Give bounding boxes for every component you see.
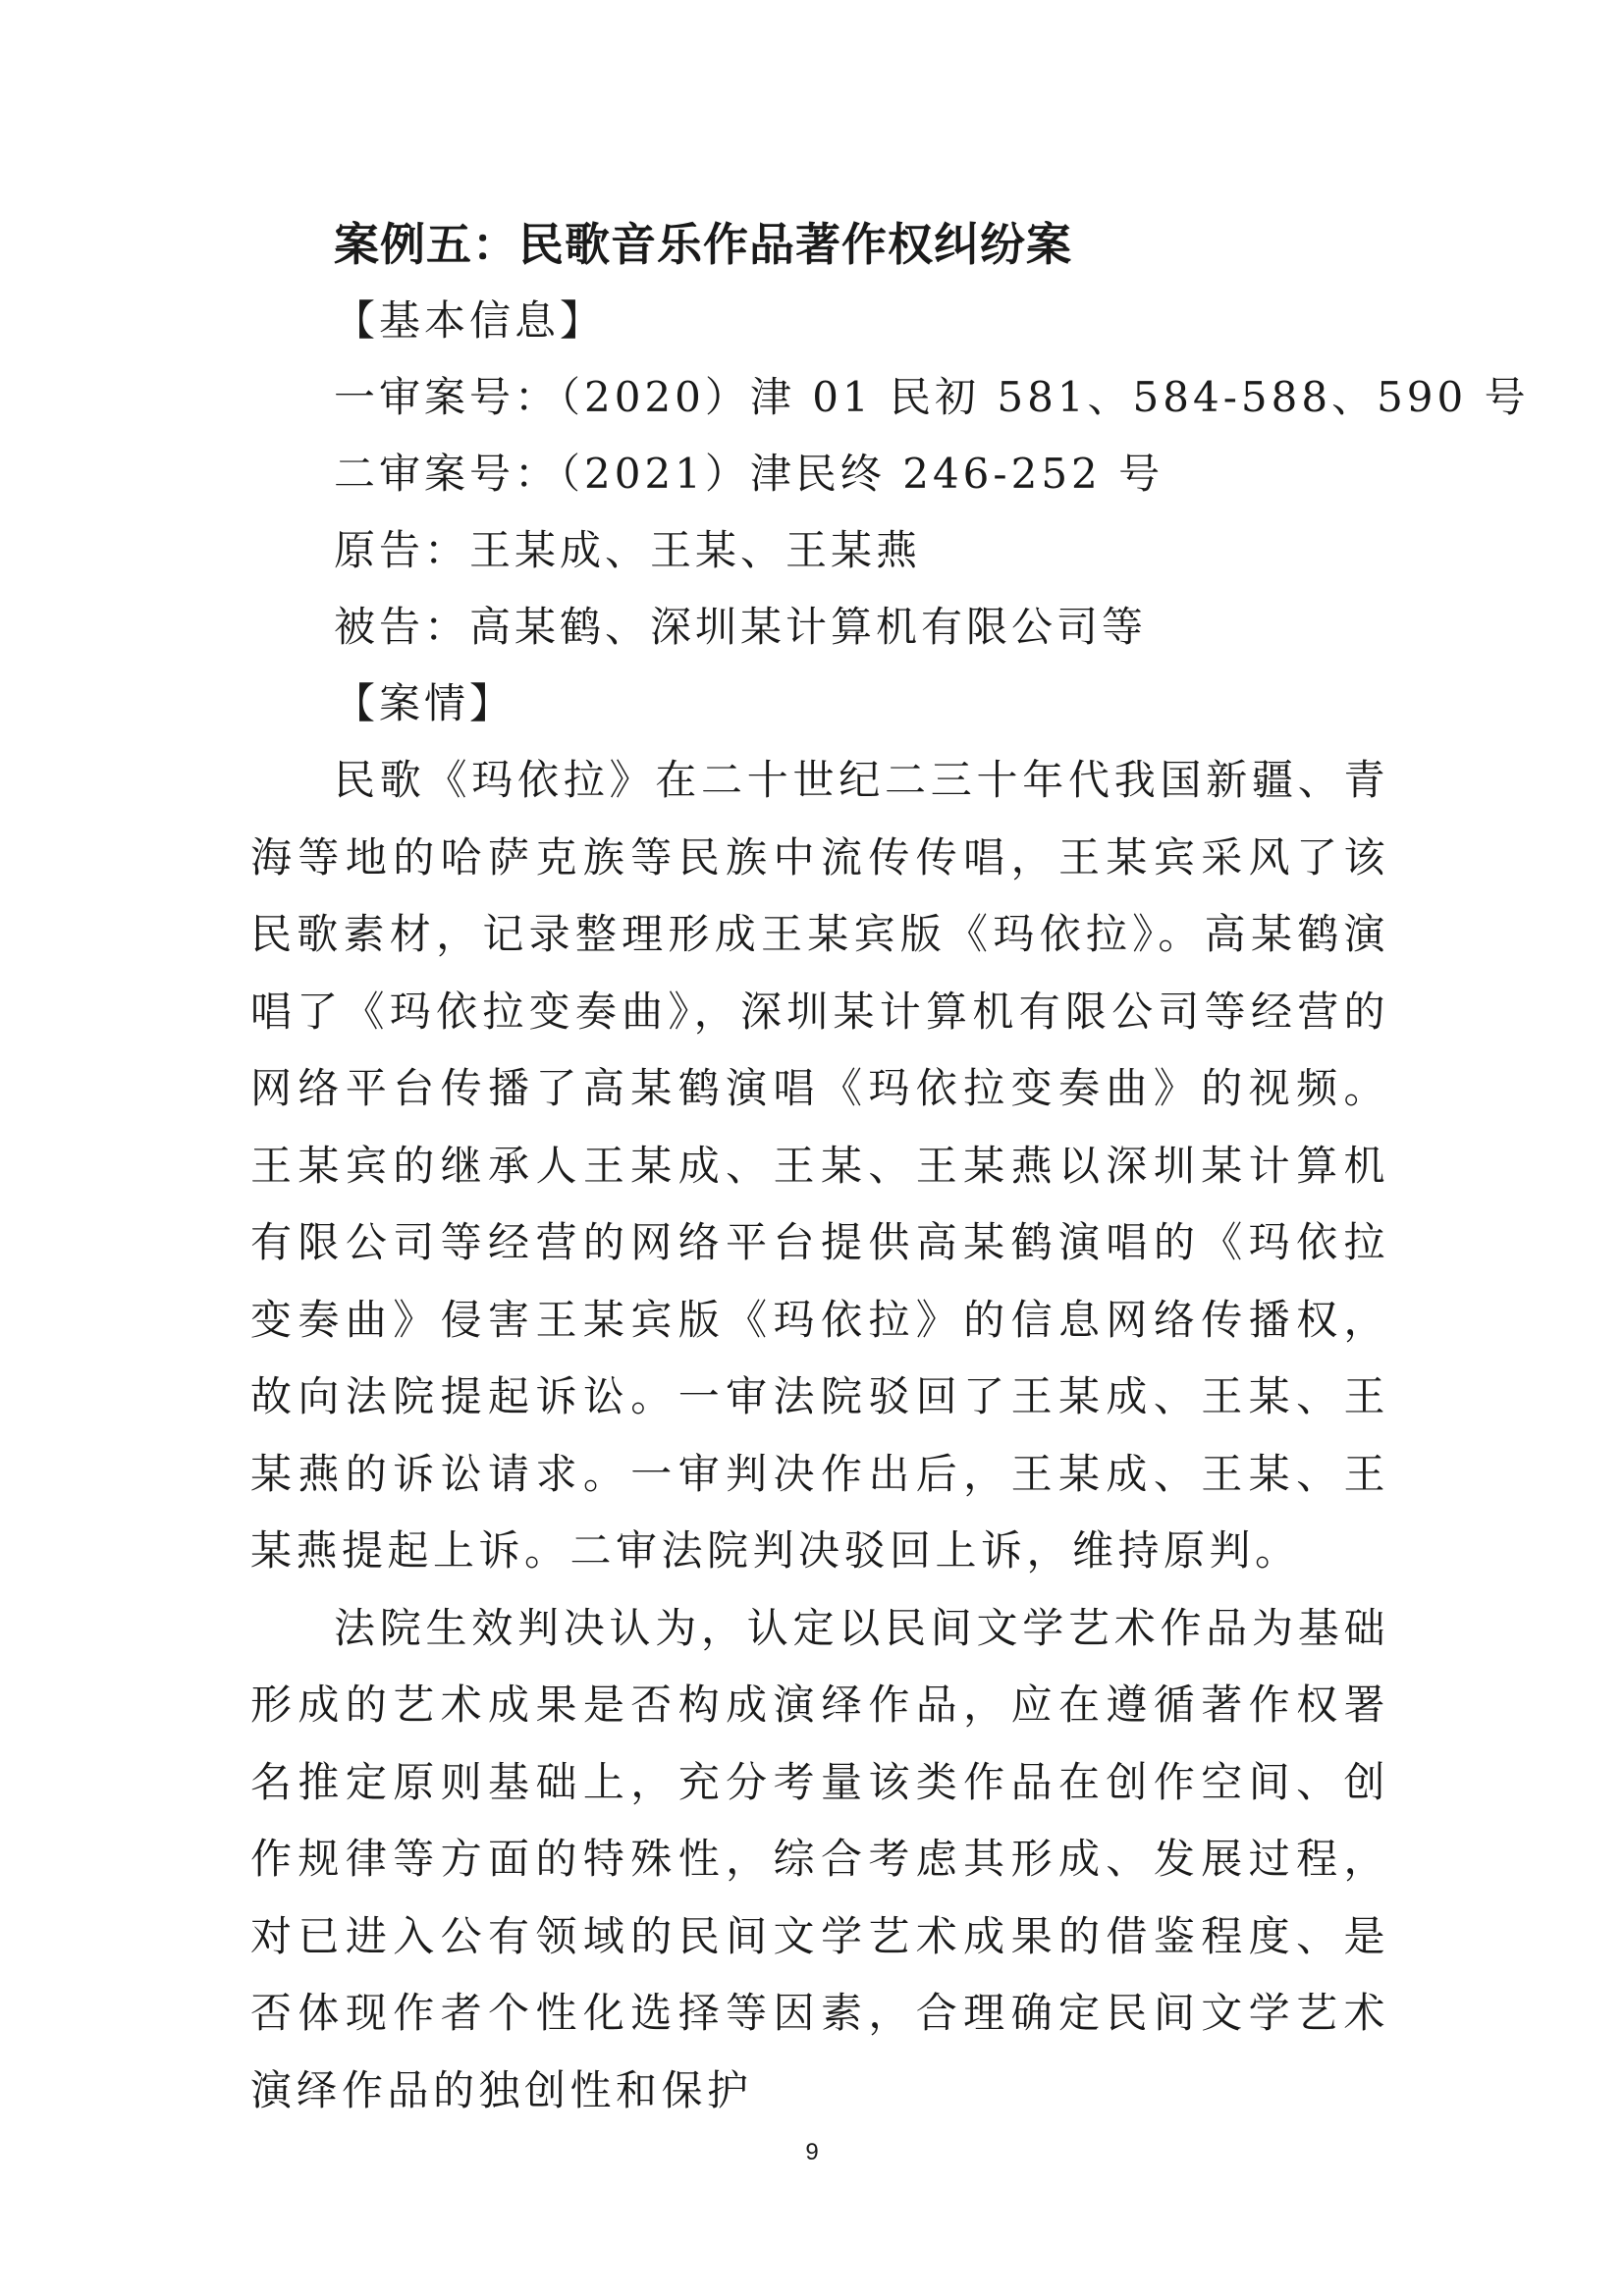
case-title: 案例五：民歌音乐作品著作权纠纷案 [334,218,1072,271]
case-facts-paragraph-2: 法院生效判决认为，认定以民间文学艺术作品为基础形成的艺术成果是否构成演绎作品，应在遵循著作权署名推定原则基础上，充分考量该类作品在创作空间、创作规律等方面的特殊性，综合考虑其形成、发展过程，对已进入公有领域的民间文学艺术成果的借鉴程度、是否体现作者个性化选择等因素，合理确定民间文学艺术演绎作品的独创性和保护 [250,1603,1389,2114]
case-facts-label: 【案情】 [334,679,515,727]
plaintiff-line: 原告：王某成、王某、王某燕 [334,526,922,574]
basic-info-label: 【基本信息】 [334,296,606,345]
page-content [250,206,1530,2129]
page-number: 9 [805,2139,819,2165]
defendant-line: 被告：高某鹤、深圳某计算机有限公司等 [334,603,1148,651]
second-instance-case-number: 二审案号：（2021）津民终 246-252 号 [334,450,1164,498]
first-instance-case-number: 一审案号：（2020）津 01 民初 581、584-588、590 号 [334,373,1530,421]
case-facts-paragraph-1: 民歌《玛依拉》在二十世纪二三十年代我国新疆、青海等地的哈萨克族等民族中流传传唱，王某宾采风了该民歌素材，记录整理形成王某宾版《玛依拉》。高某鹤演唱了《玛依拉变奏曲》，深圳某计算机有限公司等经营的网络平台传播了高某鹤演唱《玛依拉变奏曲》的视频。王某宾的继承人王某成、王某、王某燕以深圳某计算机有限公司等经营的网络平台提供高某鹤演唱的《玛依拉变奏曲》侵害王某宾版《玛依拉》的信息网络传播权，故向法院提起诉讼。一审法院驳回了王某成、王某、王某燕的诉讼请求。一审判决作出后，王某成、王某、王某燕提起上诉。二审法院判决驳回上诉，维持原判。 [250,756,1389,1575]
